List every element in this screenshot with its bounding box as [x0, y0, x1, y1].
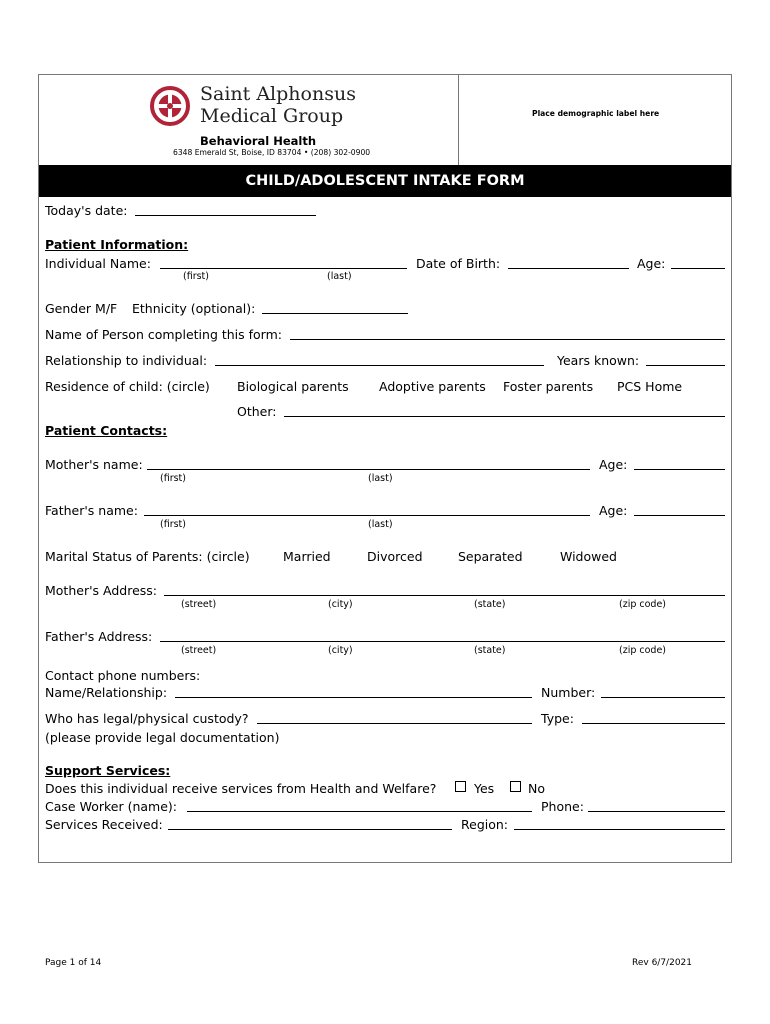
father-street-hint: (street) — [181, 645, 217, 656]
father-age-field[interactable] — [634, 515, 725, 516]
no-checkbox[interactable] — [510, 781, 521, 792]
marital-status-label: Marital Status of Parents: (circle) — [45, 549, 250, 564]
number-field[interactable] — [601, 697, 725, 698]
first-hint: (first) — [183, 271, 209, 282]
father-city-hint: (city) — [328, 645, 353, 656]
father-name-label: Father's name: — [45, 503, 138, 518]
father-first-hint: (first) — [160, 519, 186, 530]
phone-label: Phone: — [541, 799, 584, 814]
department-name: Behavioral Health — [200, 134, 317, 148]
services-received-field[interactable] — [168, 829, 452, 830]
father-address-label: Father's Address: — [45, 629, 153, 644]
number-label: Number: — [541, 685, 596, 700]
marital-separated[interactable]: Separated — [458, 549, 523, 564]
custody-type-field[interactable] — [582, 723, 725, 724]
name-relationship-label: Name/Relationship: — [45, 685, 168, 700]
mother-state-hint: (state) — [474, 599, 506, 610]
relationship-field[interactable] — [215, 365, 544, 366]
patient-info-heading: Patient Information: — [45, 237, 189, 252]
father-last-hint: (last) — [368, 519, 393, 530]
mother-address-label: Mother's Address: — [45, 583, 157, 598]
custody-label: Who has legal/physical custody? — [45, 711, 249, 726]
mother-name-label: Mother's name: — [45, 457, 143, 472]
individual-name-label: Individual Name: — [45, 256, 151, 271]
no-label: No — [528, 781, 545, 796]
patient-contacts-heading: Patient Contacts: — [45, 423, 168, 438]
mother-age-field[interactable] — [634, 469, 725, 470]
ethnicity-label: Ethnicity (optional): — [132, 301, 256, 316]
custody-type-label: Type: — [541, 711, 574, 726]
marital-married[interactable]: Married — [283, 549, 331, 564]
mother-zip-hint: (zip code) — [619, 599, 666, 610]
completing-person-label: Name of Person completing this form: — [45, 327, 282, 342]
other-label: Other: — [237, 404, 277, 419]
residence-pcs-home[interactable]: PCS Home — [617, 379, 683, 394]
region-label: Region: — [461, 817, 509, 832]
father-name-field[interactable] — [144, 515, 590, 516]
todays-date-label: Today's date: — [45, 203, 128, 218]
yes-label: Yes — [474, 781, 495, 796]
support-services-heading: Support Services: — [45, 763, 171, 778]
other-field[interactable] — [284, 416, 725, 417]
phone-field[interactable] — [588, 811, 725, 812]
residence-foster[interactable]: Foster parents — [503, 379, 594, 394]
relationship-label: Relationship to individual: — [45, 353, 208, 368]
father-age-label: Age: — [599, 503, 628, 518]
custody-field[interactable] — [257, 723, 532, 724]
yes-checkbox[interactable] — [455, 781, 466, 792]
mother-age-label: Age: — [599, 457, 628, 472]
header-divider — [458, 74, 459, 165]
dob-label: Date of Birth: — [416, 256, 501, 271]
form-title: CHILD/ADOLESCENT INTAKE FORM — [39, 165, 731, 197]
health-welfare-question: Does this individual receive services from Health and Welfare? — [45, 781, 437, 796]
mother-address-field[interactable] — [164, 595, 725, 596]
marital-widowed[interactable]: Widowed — [560, 549, 617, 564]
todays-date-field[interactable] — [135, 215, 316, 216]
marital-divorced[interactable]: Divorced — [367, 549, 423, 564]
services-received-label: Services Received: — [45, 817, 163, 832]
page-number: Page 1 of 14 — [45, 958, 102, 968]
mother-street-hint: (street) — [181, 599, 217, 610]
years-known-field[interactable] — [646, 365, 725, 366]
father-zip-hint: (zip code) — [619, 645, 666, 656]
saint-alphonsus-cross-logo-icon — [150, 86, 190, 126]
completing-person-field[interactable] — [290, 339, 725, 340]
father-state-hint: (state) — [474, 645, 506, 656]
residence-label: Residence of child: (circle) — [45, 379, 210, 394]
contact-phone-heading: Contact phone numbers: — [45, 668, 201, 683]
region-field[interactable] — [514, 829, 725, 830]
age-field[interactable] — [671, 268, 725, 269]
demographic-label-area: Place demographic label here — [532, 109, 660, 118]
residence-biological[interactable]: Biological parents — [237, 379, 349, 394]
individual-name-field[interactable] — [160, 268, 407, 269]
org-name-line2: Medical Group — [200, 105, 344, 127]
age-label: Age: — [637, 256, 666, 271]
years-known-label: Years known: — [557, 353, 640, 368]
custody-note: (please provide legal documentation) — [45, 730, 280, 745]
revision-date: Rev 6/7/2021 — [632, 958, 692, 968]
last-hint: (last) — [327, 271, 352, 282]
case-worker-label: Case Worker (name): — [45, 799, 177, 814]
clinic-address: 6348 Emerald St, Boise, ID 83704 • (208) 302-0900 — [173, 148, 371, 157]
dob-field[interactable] — [508, 268, 629, 269]
residence-adoptive[interactable]: Adoptive parents — [379, 379, 486, 394]
father-address-field[interactable] — [160, 641, 725, 642]
name-relationship-field[interactable] — [175, 697, 532, 698]
org-name-line1: Saint Alphonsus — [200, 83, 356, 105]
mother-name-field[interactable] — [147, 469, 590, 470]
mother-last-hint: (last) — [368, 473, 393, 484]
mother-city-hint: (city) — [328, 599, 353, 610]
mother-first-hint: (first) — [160, 473, 186, 484]
gender-label: Gender M/F — [45, 301, 118, 316]
case-worker-field[interactable] — [187, 811, 532, 812]
ethnicity-field[interactable] — [262, 313, 408, 314]
